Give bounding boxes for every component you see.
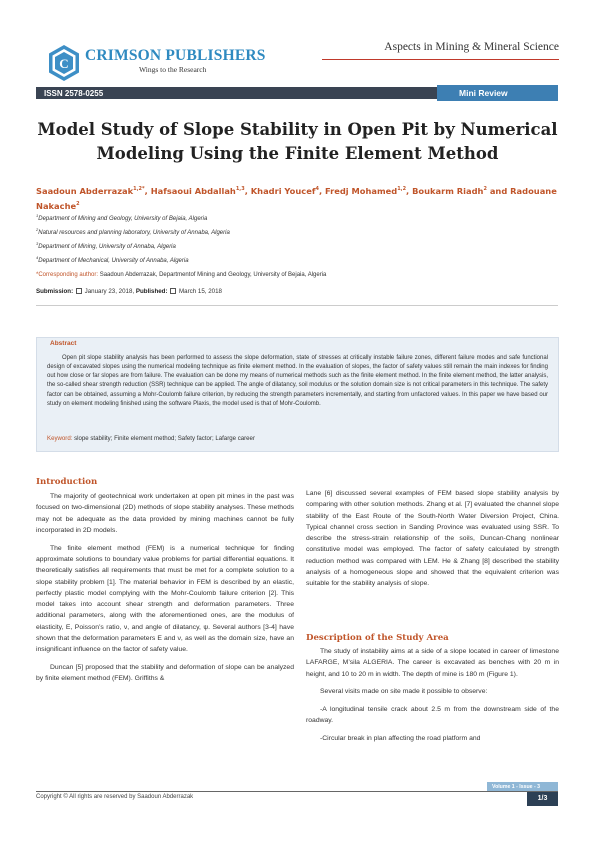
author-name[interactable]: Radouane Nakache xyxy=(36,185,557,211)
corresponding-label: *Corresponding author: xyxy=(36,272,99,278)
affiliation: $^1$Department of Mining and Geology, University of Bejaia, Algeria xyxy=(36,213,208,222)
paragraph: -A longitudinal tensile crack about 2.5 m from the downstream side of the roadway. xyxy=(306,706,559,725)
paragraph: Lane [6] discussed several examples of FEM based slope stability analysis by comparing with other solution methods. Zhang et al. [7] evaluated the channel slope stability of the East Route of the South-North Water Diversion Project, China. Typical channel cross section in Sanding Province was evaluated using SSR. To describe the stress-strain relationship of the soils, Duncan-Chang nonlinear constitutive model was employed. The factor of safety calculated by strength reduction method was compared with LEM. He & Zhang [8] described the stability analysis of a homogeneous slope and showed that the equivalent criterion was suitable for the stability analysis of slope. xyxy=(306,490,559,588)
section-heading-introduction: Introduction xyxy=(36,477,98,487)
section-heading-study-area: Description of the Study Area xyxy=(306,633,449,643)
author-name[interactable]: Fredj Mohamed xyxy=(324,185,398,196)
paragraph: The study of instability aims at a side of a slope located in career of limestone LAFARGE, M’sila ALGERIA. The career is excavated as benches with 20 m in height, and 10 to 20 m in width. The depth of mine is 180 m (Figure 1). xyxy=(306,648,559,678)
author-name[interactable]: Khadri Youcef xyxy=(250,185,316,196)
left-column xyxy=(36,491,294,691)
paragraph: -Circular break in plan affecting the road platform and xyxy=(320,735,481,743)
svg-text:C: C xyxy=(59,56,69,71)
author-name[interactable]: Saadoun Abderrazak xyxy=(36,185,134,196)
right-column-top xyxy=(306,488,559,596)
paragraph: Several visits made on site made it possible to observe: xyxy=(320,688,488,696)
corresponding-author: *Corresponding author: Saadoun Abderrazak, Departmentof Mining and Geology, University of Bejaia, Algeria xyxy=(36,272,327,278)
submission-date: January 23, 2018 xyxy=(84,288,133,295)
affiliation: $^3$Department of Mining, University of Annaba, Algeria xyxy=(36,241,176,250)
keywords-label: Keyword: xyxy=(47,435,73,442)
article-dates: Submission: January 23, 2018, Published: March 15, 2018 xyxy=(36,288,222,295)
affiliation: $^2$Natural resources and planning laboratory, University of Annaba, Algeria xyxy=(36,227,230,236)
crimson-logo-icon xyxy=(47,44,81,82)
paragraph: The finite element method (FEM) is a numerical technique for finding approximate solutions to boundary value problems for partial differential equations. It theoretically satisfies all requirements that must be met for a complete solution to a slope stability problem [1]. The material behavior in FEM is described by an elastic, perfectly plastic model complying with the Mohr-Coulomb failure criterion [2]. This model takes into account shear strength and deformation parameters. Three additional parameters, along with the aforementioned ones, are the modulus of elasticity, E, Poisson’s ratio, ν, and angle of dilatancy, ψ. Several authors [3-4] have shown that the deformation parameters E and ν, as well as the domain size, have an insignificant influence on the factor of safety value. xyxy=(36,544,294,654)
volume-label: Volume 1 - Issue - 3 xyxy=(492,783,541,790)
keywords: Keyword: slope stability; Finite element method; Safety factor; Lafarge career xyxy=(47,435,255,442)
paper-title: Model Study of Slope Stability in Open Pit by Numerical Modeling Using the Finite Element Method xyxy=(37,120,558,163)
paragraph: The majority of geotechnical work undertaken at open pit mines in the past was focused on two-dimensional (2D) methods of slope stability analyses. These methods may not be adequate as the data provided by mining machines cannot be fully incorporated in 2D models. xyxy=(36,493,294,534)
abstract-heading: Abstract xyxy=(50,340,77,347)
publisher-tagline: Wings to the Research xyxy=(139,65,207,74)
calendar-icon xyxy=(76,288,82,294)
author-list: Saadoun Abderrazak$^{1,2*}$, Hafsaoui Abdallah$^{1,3}$, Khadri Youcef$^4$, Fredj Mohamed$^{1,2}$, Boukarm Riadh$^2$ and Radouane Nakache$^2$ xyxy=(36,185,557,211)
issn-label: ISSN 2578-0255 xyxy=(44,88,104,98)
abstract-text: Open pit slope stability analysis has been performed to assess the slope deformation, state of stresses at critically instable failure zones, different failure modes and safe functional design of excavated slopes using the numerical modeling technique as finite element method. In the evaluation of slopes, the factor of safety values still remain the main indexes for finding out how close or far slopes are from failure. The evaluation can be done my means of numerical methods such as the finite element method. In the finite element method, the latter analysis, the so-called shear strength reduction (SSR) technique can be applied. The angle of dilatancy, soil modulus or the solution domain size is not critical parameters in this technique. The safety factor can be obtained, assuming a Mohr-Coulomb failure criterion, by reducing the strength parameters incrementally, and starting from unfactored values. In this paper we have based our study on element modeling finished using the software Plaxis, the model used is that of Mohr-Coulomb. xyxy=(47,355,548,407)
affiliation: $^4$Department of Mechanical, University of Annaba, Algeria xyxy=(36,255,189,264)
footer-divider xyxy=(36,791,558,792)
right-column-bottom xyxy=(306,646,559,751)
calendar-icon xyxy=(170,288,176,294)
author-name[interactable]: Hafsaoui Abdallah xyxy=(150,185,236,196)
journal-divider xyxy=(322,59,559,60)
page-number: 1/3 xyxy=(537,795,548,802)
author-name[interactable]: Boukarm Riadh xyxy=(412,185,484,196)
copyright-notice: Copyright © All rights are reserved by Saadoun Abderrazak xyxy=(36,794,194,800)
publisher-name: CRIMSON PUBLISHERS xyxy=(85,47,266,64)
paragraph: Duncan [5] proposed that the stability and deformation of slope can be analyzed by finite element method (FEM). Griffiths & xyxy=(36,664,294,683)
journal-name: Aspects in Mining & Mineral Science xyxy=(384,41,559,53)
published-date: March 15, 2018 xyxy=(179,288,222,295)
header-divider xyxy=(36,305,558,306)
article-type-label: Mini Review xyxy=(459,88,508,98)
